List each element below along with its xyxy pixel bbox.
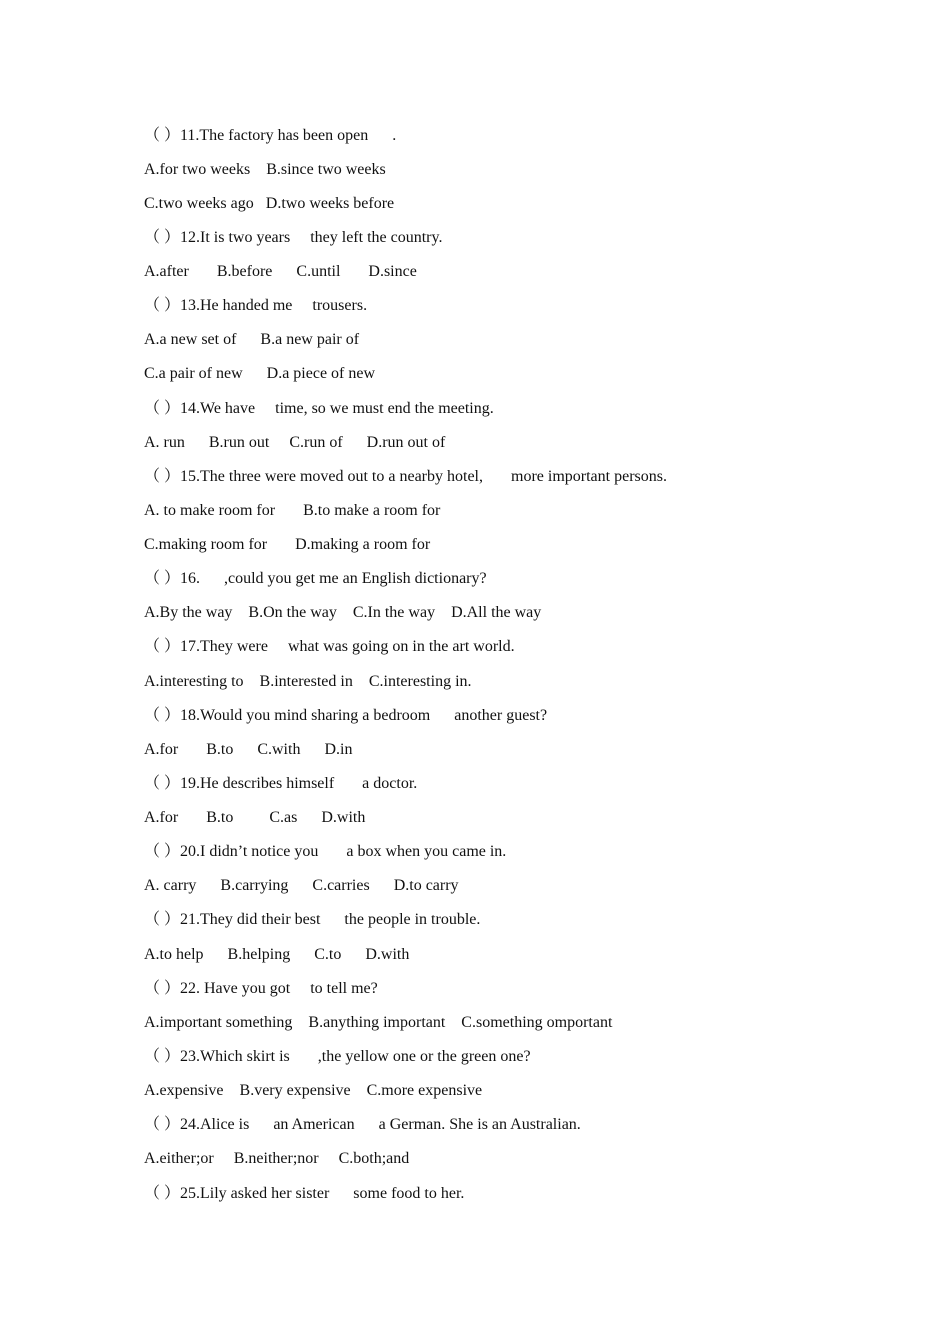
- question-24: （ ）24.Alice is an American a German. She is an Australian.: [144, 1116, 581, 1133]
- options-23: A.expensive B.very expensive C.more expensive: [144, 1082, 483, 1099]
- options-11-ab: A.for two weeks B.since two weeks: [144, 161, 386, 178]
- options-24: A.either;or B.neither;nor C.both;and: [144, 1150, 410, 1167]
- options-18: A.for B.to C.with D.in: [144, 741, 353, 758]
- question-15: （ ）15.The three were moved out to a nearby hotel, more important persons.: [144, 468, 667, 485]
- question-19: （ ）19.He describes himself a doctor.: [144, 775, 418, 792]
- question-14: （ ）14.We have time, so we must end the meeting.: [144, 400, 494, 417]
- question-20: （ ）20.I didn’t notice you a box when you came in.: [144, 843, 507, 860]
- options-13-cd: C.a pair of new D.a piece of new: [144, 365, 376, 382]
- question-13: （ ）13.He handed me trousers.: [144, 297, 368, 314]
- options-11-cd: C.two weeks ago D.two weeks before: [144, 195, 395, 212]
- options-22: A.important something B.anything important C.something omportant: [144, 1014, 613, 1031]
- question-21: （ ）21.They did their best the people in trouble.: [144, 911, 481, 928]
- question-18: （ ）18.Would you mind sharing a bedroom another guest?: [144, 707, 548, 724]
- question-16: （ ）16. ,could you get me an English dictionary?: [144, 570, 487, 587]
- options-16: A.By the way B.On the way C.In the way D.All the way: [144, 604, 542, 621]
- options-13-ab: A.a new set of B.a new pair of: [144, 331, 360, 348]
- options-15-cd: C.making room for D.making a room for: [144, 536, 431, 553]
- question-22: （ ）22. Have you got to tell me?: [144, 980, 378, 997]
- question-17: （ ）17.They were what was going on in the art world.: [144, 638, 515, 655]
- options-15-ab: A. to make room for B.to make a room for: [144, 502, 441, 519]
- question-12: （ ）12.It is two years they left the country.: [144, 229, 443, 246]
- options-14: A. run B.run out C.run of D.run out of: [144, 434, 446, 451]
- question-23: （ ）23.Which skirt is ,the yellow one or the green one?: [144, 1048, 531, 1065]
- question-11: （ ）11.The factory has been open .: [144, 127, 397, 144]
- options-21: A.to help B.helping C.to D.with: [144, 946, 410, 963]
- options-20: A. carry B.carrying C.carries D.to carry: [144, 877, 459, 894]
- question-25: （ ）25.Lily asked her sister some food to her.: [144, 1185, 465, 1202]
- options-12: A.after B.before C.until D.since: [144, 263, 417, 280]
- options-17: A.interesting to B.interested in C.interesting in.: [144, 673, 472, 690]
- options-19: A.for B.to C.as D.with: [144, 809, 366, 826]
